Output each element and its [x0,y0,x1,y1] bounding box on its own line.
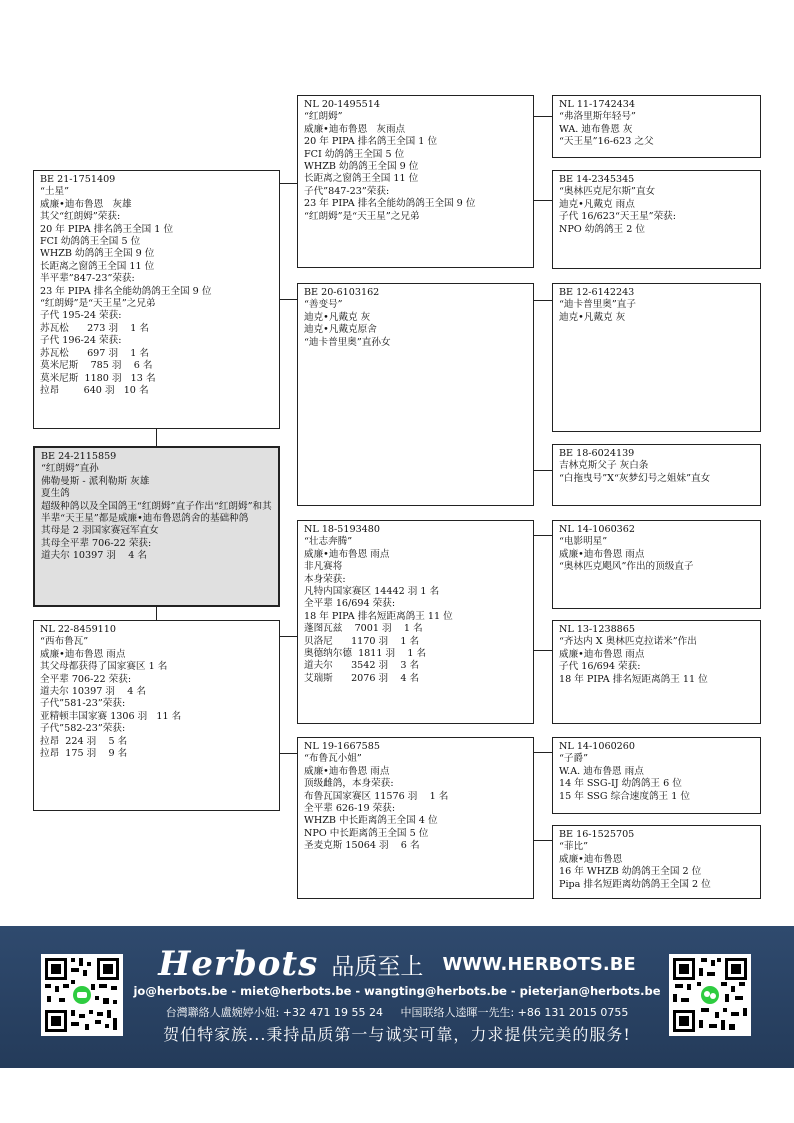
pedigree-line: “红朗姆”是“天王星”之兄弟 [304,210,420,222]
pedigree-line: “迪卡普里奥”直孙女 [304,336,391,348]
pedigree-line: 莫米尼斯 1180 羽 13 名 [40,372,156,384]
ring-number: NL 11-1742434 [559,99,635,110]
pedigree-sire-dam-box [297,283,534,506]
pedigree-line: “红朗姆”是“天王星”之兄弟 [40,298,156,310]
pedigree-line: 道夫尔 3542 羽 3 名 [304,660,420,672]
pedigree-line: WA. 迪布鲁恩 灰 [559,123,633,135]
connector-ds-dsd [533,650,553,651]
ring-number: BE 14-2345345 [559,174,635,185]
pedigree-dsd-box [552,620,761,724]
connector-sire-sd [279,299,298,300]
pedigree-line: 威廉•迪布鲁恩 雨点 [559,648,645,660]
pedigree-line: 道夫尔 10397 羽 4 名 [40,686,146,698]
pedigree-line: 威廉•迪布鲁恩 [559,853,623,865]
pedigree-sss-box [552,95,761,158]
pedigree-line: NPO 幼鸽鸽王 2 位 [559,223,645,235]
connector-ss-sss [533,116,553,117]
pedigree-line: 威廉•迪布鲁恩 雨点 [304,765,390,777]
pedigree-line: 布鲁瓦国家赛区 11576 羽 1 名 [304,790,449,802]
pedigree-line: “奥林匹克飓风”作出的顶级直子 [559,561,694,573]
pedigree-line: 全平辈 706-22 荣获: [40,673,132,685]
pedigree-line: “天王星”16-623 之父 [559,136,654,148]
pedigree-line: 子代 195-24 荣获: [40,310,122,322]
pedigree-line: “奥林匹克尼尔斯”直女 [559,186,656,198]
pedigree-line: 迪克•凡戴克 雨点 [559,198,635,210]
pedigree-line: 子代 16/623“天王星”荣获: [559,211,676,223]
contact-china: 中国联络人逵暉一先生: +86 131 2015 0755 [400,1006,629,1019]
pedigree-line: “土星” [40,186,69,198]
pedigree-line: 奥德纳尔德 1811 羽 1 名 [304,648,427,660]
pedigree-line: “善变号” [304,299,343,311]
ring-number: NL 19-1667585 [304,741,380,752]
pedigree-sdd-box [552,444,761,506]
connector-dd-ddd [533,840,553,841]
pedigree-line: 圣麦克斯 15064 羽 6 名 [304,840,420,852]
qr-code-icon [669,954,751,1036]
pedigree-line: 凡特内国家赛区 14442 羽 1 名 [304,586,440,598]
pedigree-line: “齐达内 X 奥林匹克拉诺米”作出 [559,636,697,648]
ring-number: BE 16-1525705 [559,829,635,840]
pedigree-line: 道夫尔 10397 羽 4 名 [41,550,147,562]
pedigree-line: “菲比” [559,841,588,853]
ring-number: NL 18-5193480 [304,524,380,535]
pedigree-line: 长距离之窗鸽王全国 11 位 [40,260,155,272]
pedigree-line: 威廉•迪布鲁恩 雨点 [559,548,645,560]
pedigree-line: 23 年 PIPA 排名全能幼鸽鸽王全国 9 位 [304,198,476,210]
pedigree-line: 吉林克斯父子 灰白条 [559,460,649,472]
pedigree-line: 子代 196-24 荣获: [40,335,122,347]
connector-subject-dam [156,606,157,621]
pedigree-line: 迪克•凡戴克 灰 [304,311,371,323]
ring-number: BE 20-6103162 [304,287,380,298]
pedigree-line: “红朗姆” [304,111,343,123]
pedigree-line: 其母全平辈 706-22 荣获: [41,537,152,549]
pedigree-line: 莫米尼斯 785 羽 6 名 [40,360,153,372]
pedigree-line: 苏瓦松 697 羽 1 名 [40,347,149,359]
connector-dam-ds [279,636,298,637]
pedigree-line: 佛勒曼斯 - 派利勒斯 灰雄 [41,475,150,487]
pedigree-sire-sire-box [297,95,534,268]
pedigree-line: 子代”847-23”荣获: [304,185,390,197]
pedigree-line: 威廉•迪布鲁恩 雨点 [304,548,390,560]
pedigree-line: 威廉•迪布鲁恩 灰雄 [40,198,132,210]
pedigree-line: 其父“红朗姆”荣获: [40,211,121,223]
pedigree-line: 拉昂 224 羽 5 名 [40,735,128,747]
pedigree-line: 15 年 SSG 综合速度鸽王 1 位 [559,790,690,802]
pedigree-line: 蓬图瓦兹 7001 羽 1 名 [304,623,423,635]
pedigree-dam-sire-box [297,520,534,724]
connector-sire-subject [156,429,157,447]
pedigree-line: 全平辈 16/694 荣获: [304,598,396,610]
pedigree-line: 苏瓦松 273 羽 1 名 [40,322,149,334]
connector-ds-dss [533,535,553,536]
pedigree-line: 14 年 SSG-IJ 幼鸽鸽王 6 位 [559,778,682,790]
ring-number: NL 14-1060260 [559,741,635,752]
pedigree-line: 拉昂 640 羽 10 名 [40,384,149,396]
pedigree-line: 其母是 2 羽国家赛冠军直女 [41,525,159,537]
pedigree-line: WHZB 中长距离鸽王全国 4 位 [304,815,438,827]
ring-number: BE 18-6024139 [559,448,635,459]
pedigree-line: 非凡赛将 [304,561,343,573]
pedigree-line: 威廉•迪布鲁恩 灰雨点 [304,123,406,135]
pedigree-ssd-box [552,170,761,269]
pedigree-line: 23 年 PIPA 排名全能幼鸽鸽王全国 9 位 [40,285,212,297]
connector-dam-dd [279,753,298,754]
pedigree-line: 全平辈 626-19 荣获: [304,803,396,815]
contact-taiwan: 台灣聯絡人盧婉婷小姐: +32 471 19 55 24 [165,1006,383,1019]
pedigree-dss-box [552,520,761,609]
ring-number: NL 22-8459110 [40,624,116,635]
pedigree-line: FCI 幼鸽鸽王全国 5 位 [304,148,405,160]
pedigree-line: NPO 中长距离鸽王全国 5 位 [304,827,429,839]
pedigree-line: 艾瑞斯 2076 羽 4 名 [304,672,420,684]
pedigree-ddd-box [552,825,761,899]
ring-number: NL 14-1060362 [559,524,635,535]
pedigree-line: 16 年 WHZB 幼鸽鸽王全国 2 位 [559,866,702,878]
ring-number: NL 13-1238865 [559,624,635,635]
pedigree-line: “布鲁瓦小姐” [304,753,362,765]
connector-sire-ss [279,183,298,184]
pedigree-line: 20 年 PIPA 排名鸽王全国 1 位 [40,223,174,235]
pedigree-line: 夏生鸽 [41,488,70,500]
pedigree-line: “弗洛里斯年轻号” [559,111,636,123]
pedigree-line: “西布鲁瓦” [40,636,89,648]
pedigree-line: 20 年 PIPA 排名鸽王全国 1 位 [304,136,438,148]
pedigree-line: 威廉•迪布鲁恩 雨点 [40,648,126,660]
pedigree-sire-box [33,170,280,429]
pedigree-line: W.A. 迪布鲁恩 雨点 [559,765,644,777]
pedigree-line: “电影明星” [559,536,608,548]
pedigree-line: “壮志奔腾” [304,536,353,548]
pedigree-line: 拉昂 175 羽 9 名 [40,748,128,760]
footer-website-link[interactable]: WWW.HERBOTS.BE [442,953,636,975]
footer-slogan: 品质至上 [331,953,424,980]
pedigree-line: 本身荣获: [304,573,346,585]
connector-sd-sdd [533,470,553,471]
pedigree-line: 迪克•凡戴克 灰 [559,311,626,323]
qr-code-right[interactable] [669,954,751,1036]
pedigree-line: Pipa 排名短距离幼鸽鸽王全国 2 位 [559,878,711,890]
pedigree-line: 18 年 PIPA 排名短距离鸽王 11 位 [559,673,708,685]
pedigree-line: 半平辈”847-23”荣获: [40,273,135,285]
pedigree-line: 迪克•凡戴克原舍 [304,324,377,336]
pedigree-subject-box [33,446,280,607]
footer-banner [0,926,794,1068]
pedigree-line: 顶级雌鸽，本身荣获: [304,778,394,790]
connector-ss-ssd [533,200,553,201]
ring-number: BE 21-1751409 [40,174,116,185]
pedigree-line: 亚精顿丰国家赛 1306 羽 11 名 [40,710,182,722]
pedigree-dds-box [552,737,761,814]
pedigree-line: “子爵” [559,753,588,765]
herbots-logo: Herbots [158,944,319,984]
footer-email-list[interactable]: jo@herbots.be - miet@herbots.be - wangting@herbots.be - pieterjan@herbots.be [133,984,661,998]
pedigree-sds-box [552,283,761,432]
pedigree-line: FCI 幼鸽鸽王全国 5 位 [40,236,141,248]
ring-number: BE 12-6142243 [559,287,635,298]
pedigree-line: 子代 16/694 荣获: [559,661,641,673]
pedigree-line: WHZB 幼鸽鸽王全国 9 位 [40,248,155,260]
ring-number: BE 24-2115859 [41,451,117,462]
pedigree-dam-box [33,620,280,811]
pedigree-line: 子代”581-23”荣获: [40,698,126,710]
connector-dd-dds [533,752,553,753]
pedigree-line: 18 年 PIPA 排名短距离鸽王 11 位 [304,610,453,622]
pedigree-line: “红朗姆”直孙 [41,463,99,475]
connector-sd-sds [533,300,553,301]
pedigree-line: 其父母都获得了国家赛区 1 名 [40,661,168,673]
ring-number: NL 20-1495514 [304,99,380,110]
pedigree-line: 长距离之窗鸽王全国 11 位 [304,173,419,185]
pedigree-line: “迪卡普里奥”直子 [559,299,636,311]
footer-tagline: 贺伯特家族...秉持品质第一与诚实可靠，力求提供完美的服务! [163,1025,631,1044]
pedigree-line: “白拖曳号”X“灰梦幻号之姐妹”直女 [559,472,711,484]
pedigree-line: 贝洛尼 1170 羽 1 名 [304,635,420,647]
pedigree-line: 超级种鸽以及全国鸽王“红朗姆”直子作出“红朗姆”和其半辈“天王星”都是威廉•迪布鲁恩鸽舍的基础种鸽 [41,500,272,525]
pedigree-dam-dam-box [297,737,534,899]
pedigree-line: 子代”582-23”荣获: [40,723,126,735]
pedigree-line: WHZB 幼鸽鸽王全国 9 位 [304,161,419,173]
